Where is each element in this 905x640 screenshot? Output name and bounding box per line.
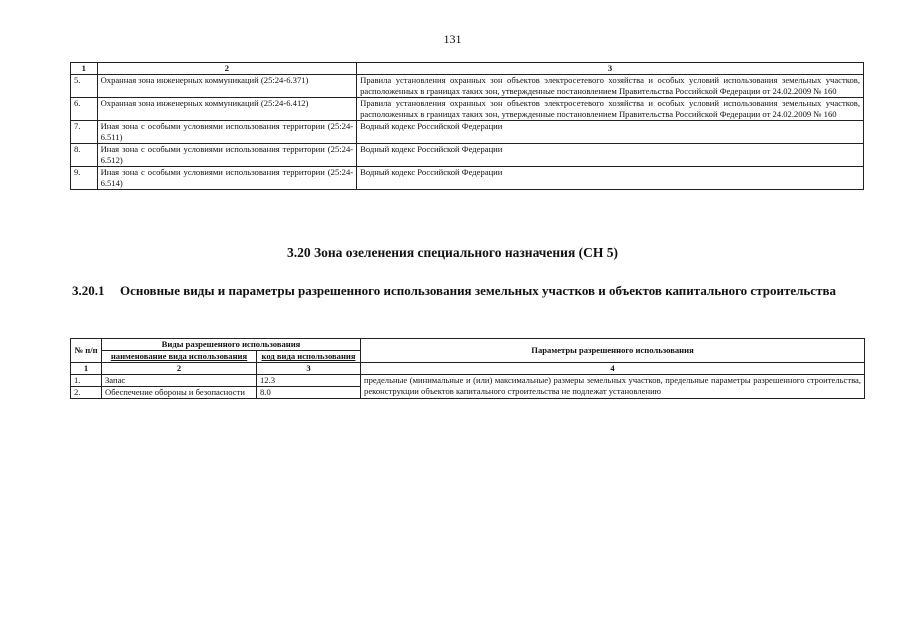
- use-name: Обеспечение обороны и безопасности: [102, 387, 257, 399]
- zone-name: Иная зона с особыми условиями использования территории (25:24-6.514): [97, 167, 357, 190]
- header-number: № п/п: [71, 339, 102, 363]
- column-number: 2: [102, 363, 257, 375]
- table-header-row: [71, 63, 864, 75]
- header-use-types: Виды разрешенного использования: [102, 339, 361, 351]
- row-number: 1.: [71, 375, 102, 387]
- zone-name: Охранная зона инженерных коммуникаций (25:24-6.371): [97, 75, 357, 98]
- permitted-use-table: [70, 338, 865, 399]
- column-number: 1: [71, 363, 102, 375]
- zone-basis: Правила установления охранных зон объектов электросетевого хозяйства и особых условий использования земельных участков, расположенных в границах таких зон, утвержденные постановлением Правительства Российской Федерации от 24.02.2009 № 160: [357, 75, 864, 98]
- row-number: 8.: [71, 144, 98, 167]
- use-name: Запас: [102, 375, 257, 387]
- header-params: Параметры разрешенного использования: [361, 339, 865, 363]
- table-row: [71, 375, 865, 387]
- column-header: 3: [357, 63, 864, 75]
- table-header-row: [71, 339, 865, 351]
- column-number: 4: [361, 363, 865, 375]
- zone-basis: Водный кодекс Российской Федерации: [357, 144, 864, 167]
- section-title: 3.20 Зона озеленения специального назначения (СН 5): [286, 245, 618, 260]
- column-number-row: [71, 363, 865, 375]
- table-row: [71, 121, 864, 144]
- zone-basis: Водный кодекс Российской Федерации: [357, 167, 864, 190]
- subsection-number: 3.20.1: [72, 283, 105, 298]
- row-number: 6.: [71, 98, 98, 121]
- subsection-title: Основные виды и параметры разрешенного использования земельных участков и объектов капитального строительства: [120, 283, 836, 298]
- column-header: 2: [97, 63, 357, 75]
- column-header: 1: [71, 63, 98, 75]
- zones-table: [70, 62, 864, 190]
- params-text: предельные (минимальные и (или) максимальные) размеры земельных участков, предельные параметры разрешенного строительства, реконструкции объектов капитального строительства не подлежат установлению: [361, 375, 865, 399]
- page-number: 131: [443, 32, 462, 46]
- zone-name: Иная зона с особыми условиями использования территории (25:24-6.512): [97, 144, 357, 167]
- row-number: 7.: [71, 121, 98, 144]
- header-use-code: код вида использования: [257, 351, 361, 363]
- column-number: 3: [257, 363, 361, 375]
- row-number: 9.: [71, 167, 98, 190]
- table-row: [71, 167, 864, 190]
- row-number: 2.: [71, 387, 102, 399]
- table-row: [71, 75, 864, 98]
- zone-basis: Правила установления охранных зон объектов электросетевого хозяйства и особых условий использования земельных участков, расположенных в границах таких зон, утвержденные постановлением Правительства Российской Федерации от 24.02.2009 № 160: [357, 98, 864, 121]
- use-code: 8.0: [257, 387, 361, 399]
- table-row: [71, 98, 864, 121]
- zone-name: Иная зона с особыми условиями использования территории (25:24-6.511): [97, 121, 357, 144]
- use-code: 12.3: [257, 375, 361, 387]
- table-row: [71, 144, 864, 167]
- row-number: 5.: [71, 75, 98, 98]
- zone-name: Охранная зона инженерных коммуникаций (25:24-6.412): [97, 98, 357, 121]
- header-use-name: наименование вида использования: [102, 351, 257, 363]
- zone-basis: Водный кодекс Российской Федерации: [357, 121, 864, 144]
